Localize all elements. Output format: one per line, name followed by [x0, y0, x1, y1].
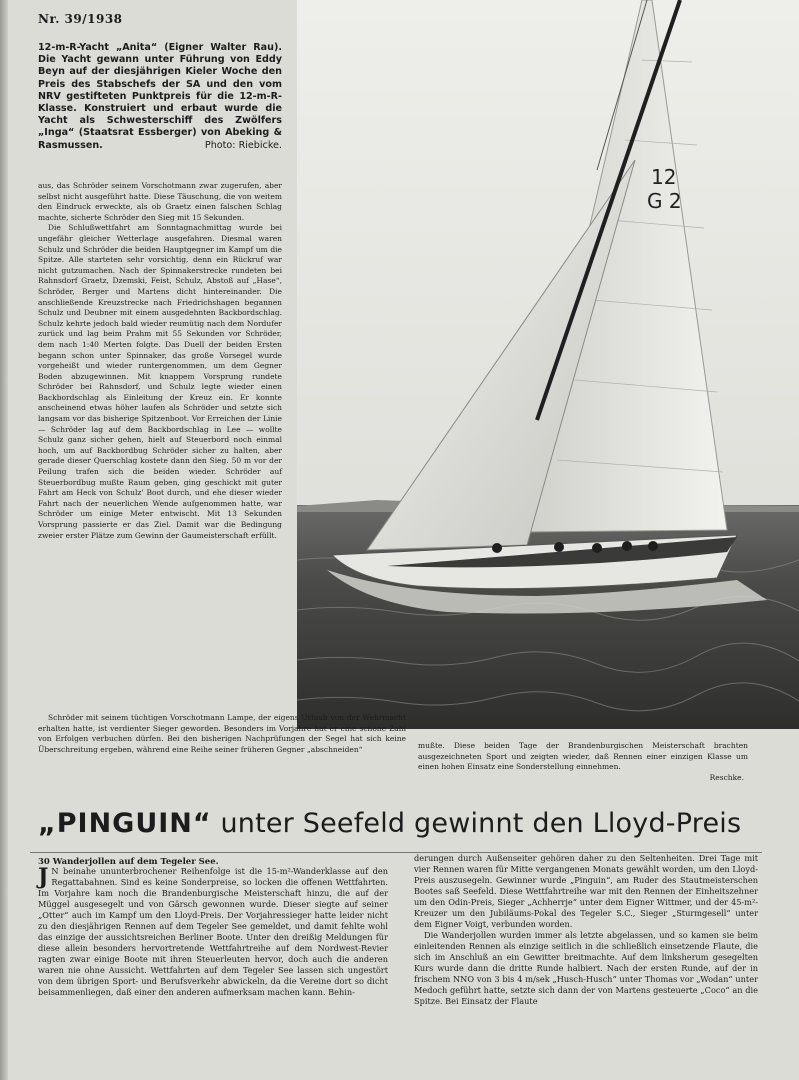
page-gutter-shadow: [0, 0, 8, 1080]
article-column-left: [38, 181, 282, 541]
paragraph: Schröder mit seinem tüchtigen Vorschotmann Lampe, der eigens Urlaub von der Wehrmacht erhalten hatte, ist verdienter Sieger geworden. Besonders im Vorjahre hat er eine schöne Zahl von Erfolgen verbuchen dürfen. Bei den bisherigen Nachprüfungen der Segel hat sich keine Überschreitung ergeben, während eine Reihe seiner früheren Gegner „abschneiden“: [38, 713, 406, 754]
article-column-right: [418, 741, 748, 783]
paragraph: Die Wanderjollen wurden immer als letzte abgelassen, und so kamen sie beim einleitenden Rennen als einzige seitlich in die schließlich einsetzende Flaute, die sich im Anschluß an ein Gewitter breitmachte. Auf dem linksherum gesegelten Kurs wurde dann die dritte Runde halbiert. Nach der ersten Runde, auf der in frischem NNO von 3 bis 4 m/sek „Husch-Husch“ unter Thomas vor „Wodan“ unter Medoch geführt hatte, setzte sich dann der von Martens gesteuerte „Coco“ an die Spitze. Bei Einsatz der Flaute: [414, 930, 758, 1006]
paragraph: mußte. Diese beiden Tage der Brandenburgischen Meisterschaft brachten ausgezeichneten Sport und zeigten wieder, daß Rennen einer einzigen Klasse um einen hohen Einsatz eine Sonderstellung einnehmen.: [418, 741, 748, 772]
article-subhead: 30 Wanderjollen auf dem Tegeler See.: [38, 857, 219, 867]
headline-rest: unter Seefeld gewinnt den Lloyd-Preis: [211, 808, 742, 839]
photo-caption: [38, 42, 282, 152]
drop-cap: J: [38, 864, 49, 890]
article-column-continued: [38, 713, 406, 755]
sail-number-bottom: G 2: [647, 189, 682, 213]
article-body-right: [414, 853, 758, 1007]
photo-credit: Photo: Riebicke.: [204, 139, 282, 151]
sail-number-top: 12: [651, 165, 677, 189]
headline-boat-name: „PINGUIN“: [38, 808, 212, 839]
issue-number: Nr. 39/1938: [38, 12, 123, 26]
paragraph: aus, das Schröder seinem Vorschotmann zwar zugerufen, aber selbst nicht ausgeführt hatte. Diese Täuschung, die von weitem den Eindruck erweckte, als ob Graetz einen falschen Schlag machte, sicherte Schröder den Sieg mit 15 Sekunden.: [38, 181, 282, 222]
paragraph: derungen durch Außenseiter gehören daher zu den Seltenheiten. Drei Tage mit vier Rennen waren für Mitte vergangenen Monats gewählt worden, um den Lloyd-Preis auszusegeln. Gewinner wurde „Pinguin“, am Ruder des Stautmeisterschen Bootes saß Seefeld. Diese Wettfahrtreihe war mit den Rennen der Einheitszehner um den Odin-Preis, Sieger „Achherrje“ unter dem Eigner Wittmer, und der 45-m²-Kreuzer um den Jubiläums-Pokal des Tegeler S.C., Sieger „Sturmgesell“ unter dem Eigner Voigt, verbunden worden.: [414, 853, 758, 929]
caption-text: 12-m-R-Yacht „Anita“ (Eigner Walter Rau). Die Yacht gewann unter Führung von Eddy Beyn auf der diesjährigen Kieler Woche den Preis des Stabschefs der SA und den vom NRV gestifteten Punktpreis für die 12-m-R-Klasse. Konstruiert und erbaut wurde die Yacht als Schwesterschiff des Zwölfers „Inga“ (Staatsrat Essberger) von Abeking & Rasmussen.: [38, 42, 282, 151]
paragraph: N beinahe ununterbrochener Reihenfolge ist die 15-m²-Wanderklasse auf den Regattabahnen. Sind es keine Sonderpreise, so locken die offenen Wettfahrten. Im Vorjahre kam noch die Brandenburgische Meisterschaft hinzu, die auf der Müggel ausgesegelt und von Gärsch gewonnen wurde. Dieser siegte auf seiner „Otter“ auch im Kampf um den Lloyd-Preis. Der Vorjahressieger hatte leider nicht zu den diesjährigen Rennen auf dem Tegeler See gemeldet, und damit fehlte wohl das einzige der aussichtsreichen Berliner Boote. Unter den dreißig Meldungen für diese allein besonders hervortretende Wettfahrtreihe auf dem Nordwest-Revier ragten zwar einige Boote mit ihren Steuerleuten hervor, doch auch die anderen waren nie ohne Aussicht. Wettfahrten auf dem Tegeler See lassen sich ungestört von dem übrigen Sport- und Berufsverkehr abwickeln, da die Vereine dort so dicht beisammenliegen, daß einer den anderen aufmerksam machen kann. Behin-: [38, 866, 388, 997]
yacht-photo: [297, 0, 799, 729]
article-body-left: [38, 866, 388, 998]
yacht-photo-illustration: [297, 0, 799, 729]
author-signature: Reschke.: [709, 772, 744, 782]
article-headline: [38, 808, 758, 839]
paragraph: Die Schlußwettfahrt am Sonntagnachmittag wurde bei ungefähr gleicher Wetterlage ausgefahren. Diesmal waren Schulz und Schröder die beiden Hauptgegner im Kampf um die Spitze. Alle starteten sehr vorsichtig, denn ein Rückruf war nicht gutzumachen. Nach der Spinnakerstrecke rundeten bei Rahnsdorf Graetz, Dzemski, Feist, Schulz, Abstoß auf „Hase“, Schröder, Berger und Martens dicht hintereinander. Die anschließende Kreuzstrecke nach Friedrichshagen begannen Schulz und Deubner mit einem ausgedehnten Backbordschlag. Schulz kehrte jedoch bald wieder reumütig nach dem Nordufer zurück und lag beim Prahm mit 55 Sekunden vor Schröder, dem nach 1:40 Merten folgte. Das Duell der beiden Ersten begann schon unter Spinnaker, das große Vorsegel wurde vorgeheißt und wieder runtergenommen, um dem Gegner Boden abzugewinnen. Mit knappem Vorsprung rundete Schröder bei Rahnsdorf, und Schulz legte wieder einen Backbordschlag als Einleitung der Kreuz ein. Er konnte anscheinend etwas höher laufen als Schröder und setzte sich langsam vor das bisherige Spitzenboot. Vor Erreichen der Linie — Schröder lag auf dem Backbordschlag in Lee — wollte Schulz ganz sicher gehen, hielt auf Steuerbord noch einmal hoch, um auf Backbordbug Schröder sicher zu halten, aber gerade dieser Querschlag kostete dann den Sieg. 50 m vor der Peilung trafen sich die beiden wieder. Schröder auf Steuerbordbug mußte Raum geben, ging geschickt mit guter Fahrt am Heck von Schulz' Boot durch, und ehe dieser wieder Fahrt nach der neuerlichen Wende aufgenommen hatte, war Schröder um einige Meter entwischt. Mit 13 Sekunden Vorsprung passierte er das Ziel. Damit war die Bedingung zweier erster Plätze zum Gewinn der Gaumeisterschaft erfüllt.: [38, 223, 282, 540]
